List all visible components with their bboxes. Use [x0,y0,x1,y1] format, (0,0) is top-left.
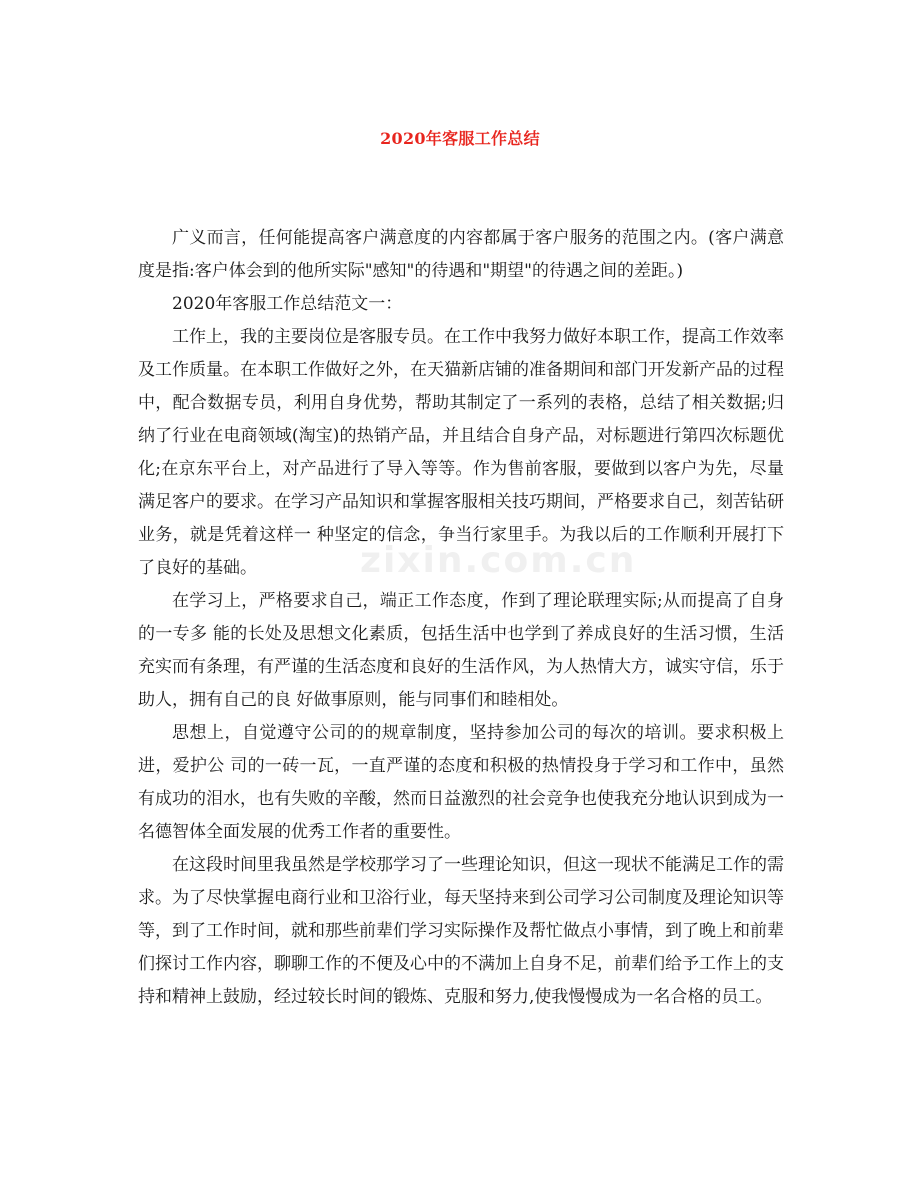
paragraph-section-heading: 2020年客服工作总结范文一： [172,294,403,314]
paragraph-study: 在学习上，严格要求自己，端正工作态度，作到了理论联理实际;从而提高了自身的一专多 能的长处及思想文化素质，包括生活中也学到了养成良好的生活习惯，生活充实而有条理，有严谨的生活态度和良好的生活作风，为人热情大方，诚实守信，乐于助人，拥有自己的良 好做事原则，能与同事们和睦相处。 [138,591,784,710]
paragraph-work: 工作上，我的主要岗位是客服专员。在工作中我努力做好本职工作，提高工作效率及工作质量。在本职工作做好之外，在天猫新店铺的准备期间和部门开发新产品的过程中，配合数据专员，利用自身优势，帮助其制定了一系列的表格，总结了相关数据;归纳了行业在电商领域(淘宝)的热销产品，并且结合自身产品，对标题进行第四次标题优化;在京东平台上，对产品进行了导入等等。作为售前客服，要做到以客户为先，尽量满足客户的要求。在学习产品知识和掌握客服相关技巧期间，严格要求自己，刻苦钻研业务，就是凭着这样一 种坚定的信念，争当行家里手。为我以后的工作顺利开展打下了良好的基础。 [138,327,784,578]
paragraph-intro: 广义而言，任何能提高客户满意度的内容都属于客户服务的范围之内。(客户满意度是指:客户体会到的他所实际"感知"的待遇和"期望"的待遇之间的差距。) [138,228,784,281]
watermark: zixin.com.cn [360,540,637,581]
document-title: 2020年客服工作总结 [380,129,540,148]
paragraph-thought: 思想上，自觉遵守公司的的规章制度，坚持参加公司的每次的培训。要求积极上进，爱护公 司的一砖一瓦，一直严谨的态度和积极的热情投身于学习和工作中，虽然有成功的泪水，也有失败的辛酸，然而日益激烈的社会竞争也使我充分地认识到成为一名德智体全面发展的优秀工作者的重要性。 [138,723,784,842]
document-body [138,222,784,1014]
paragraph-learning-period: 在这段时间里我虽然是学校那学习了一些理论知识，但这一现状不能满足工作的需求。为了尽快掌握电商行业和卫浴行业，每天坚持来到公司学习公司制度及理论知识等等，到了工作时间，就和那些前辈们学习实际操作及帮忙做点小事情，到了晚上和前辈们探讨工作内容，聊聊工作的不便及心中的不满加上自身不足，前辈们给予工作上的支持和精神上鼓励，经过较长时间的锻炼、克服和努力,使我慢慢成为一名合格的员工。 [138,855,784,1007]
